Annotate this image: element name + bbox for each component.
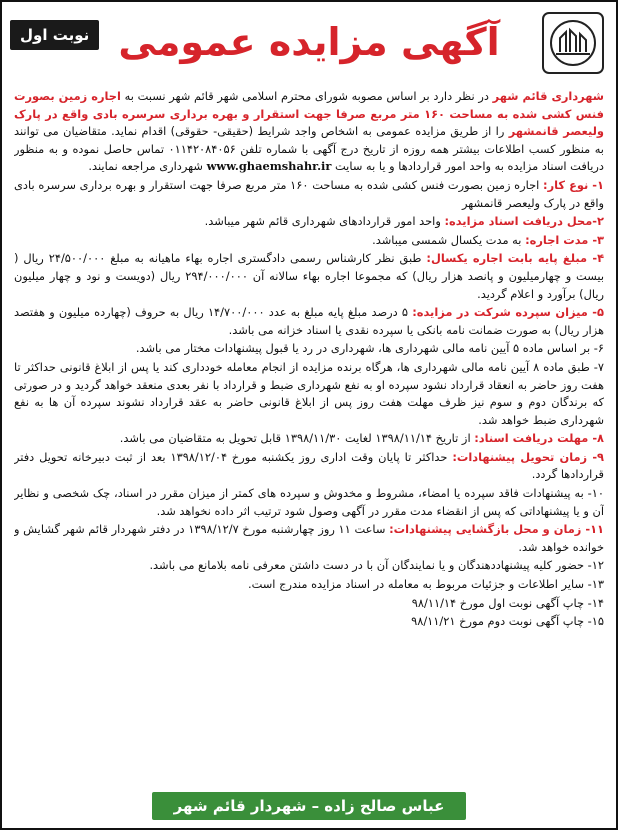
list-item [14, 304, 604, 339]
intro-paragraph [14, 88, 604, 176]
item-label: ۳- مدت اجاره: [525, 232, 604, 247]
item-text: ۵ درصد مبلغ پایه مبلغ به عدد ۱۴/۷۰۰/۰۰۰ ریال به حروف (چهارده میلیون و هفتصد هزار ریال) به صورت ضمانت نامه بانکی یا سپرده نقدی یا اسناد خزانه می باشد. [14, 305, 604, 337]
website-link[interactable]: www.ghaemshahr.ir [206, 159, 332, 174]
items-list [14, 177, 604, 631]
municipality-logo-icon [542, 12, 604, 74]
item-text: به مدت یکسال شمسی میباشد. [372, 232, 526, 247]
item-text: از تاریخ ۱۳۹۸/۱۱/۱۴ لغایت ۱۳۹۸/۱۱/۳۰ قابل تحویل به متقاضیان می باشد. [119, 431, 475, 446]
list-item [14, 521, 604, 556]
list-item [14, 449, 604, 484]
list-item [14, 232, 604, 250]
intro-text-1: در نظر دارد بر اساس مصوبه شورای محترم اسلامی شهر قائم شهر نسبت به [120, 89, 493, 103]
signature-bar: عباس صالح زاده – شهردار قائم شهر [152, 792, 466, 820]
item-text: ۱۴- چاپ آگهی نوبت اول مورخ ۹۸/۱۱/۱۴ [411, 595, 604, 610]
list-item [14, 340, 604, 358]
org-name: شهرداری قائم شهر [492, 89, 604, 103]
item-text: واحد امور قراردادهای شهرداری قائم شهر میباشد. [204, 214, 445, 229]
item-label: ۲-محل دریافت اسناد مزایده: [444, 214, 604, 229]
item-label: ۸- مهلت دریافت اسناد: [474, 431, 604, 446]
item-label: ۴- مبلغ پایه بابت اجاره یکسال: [426, 251, 604, 266]
item-label: ۱- نوع کار: [543, 177, 604, 192]
list-item [14, 595, 604, 613]
item-label: ۹- زمان تحویل پیشنهادات: [452, 449, 604, 464]
list-item [14, 213, 604, 231]
intro-text-2: را از طریق مزایده عمومی به اشخاص واجد شرایط (حقیقی- حقوقی) اقدام نماید. متقاضیان می توانند به منظور کسب اطلاعات بیشتر همه روزه از تاریخ درج آگهی با شماره تلفن ۰۱۱۴۲۰۸۴۰۵۶ تماس حاصل نموده و به منظور دریافت اسناد مزایده به واحد امور قراردادها و یا به سایت [14, 124, 604, 174]
item-text: ۱۵- چاپ آگهی نوبت دوم مورخ ۹۸/۱۱/۲۱ [411, 614, 604, 629]
list-item [14, 485, 604, 520]
list-item [14, 359, 604, 429]
item-text: ۱۳- سایر اطلاعات و جزئیات مربوط به معامله در اسناد مزایده مندرج است. [247, 577, 604, 592]
round-badge: نوبت اول [10, 20, 99, 50]
item-text: ۶- بر اساس ماده ۵ آیین نامه مالی شهرداری ها، شهرداری در رد یا قبول پیشنهادات مختار می باشد. [135, 341, 604, 356]
header [10, 10, 608, 82]
item-text: ۷- طبق ماده ۸ آیین نامه مالی شهرداری ها، هرگاه برنده مزایده از انجام معامله خودداری کند یا پس از ابلاغ قانونی حداکثر تا هفت روز حاضر به انعقاد قرارداد نشود سپرده او به نفع شهرداری ضبط و قرارداد با نفر بعدی منعقد خواهد گردید و در صورتی که برندگان دوم و سوم نیز ظرف مهلت هفت روز پس از ابلاغ قانونی حاضر به عقد قرارداد نشوند سپرده آن ها به نفع شهرداری ضبط خواهد شد. [14, 359, 604, 427]
list-item [14, 430, 604, 448]
item-text: ساعت ۱۱ روز چهارشنبه مورخ ۱۳۹۸/۱۲/۷ در دفتر شهردار قائم شهر گشایش و خوانده خواهد شد. [14, 522, 604, 554]
item-text: ۱۲- حضور کلیه پیشنهاددهندگان و یا نمایندگان آن با در دست داشتن معرفی نامه بلامانع می باشد. [149, 558, 604, 573]
list-item [14, 613, 604, 631]
item-text: اجاره زمین بصورت فنس کشی شده به مساحت ۱۶۰ متر مربع صرفا جهت استقرار و بهره برداری سرسره بادی واقع در پارک ولیعصر قانمشهر [14, 177, 604, 210]
item-text: حداکثر تا پایان وقت اداری روز یکشنبه مورخ ۱۳۹۸/۱۲/۰۴ بعد از ثبت دبیرخانه تحویل دفتر قراردادها گردد. [14, 449, 604, 482]
intro-subject: اجاره زمین بصورت فنس کشی شده به مساحت ۱۶۰ متر مربع صرفا جهت استقرار و بهره برداری سرسره بادی واقع در پارک ولیعصر قانمشهر [14, 89, 604, 139]
item-label: ۵- میزان سپرده شرکت در مزایده: [412, 305, 604, 320]
item-text: طبق نظر کارشناس رسمی دادگستری اجاره بهاء ماهیانه به مبلغ ۲۴/۵۰۰/۰۰۰ ریال ( بیست و چهارمیلیون و پانصد هزار ریال) که مجموعا اجاره بهاء سالانه آن ۲۹۴/۰۰۰/۰۰۰ ریال (دویست و نود و چهار میلیون ریال) برآورد و اعلام گردید. [14, 251, 604, 301]
item-label: ۱۱- زمان و محل بازگشایی پیشنهادات: [389, 522, 604, 537]
item-text: ۱۰- به پیشنهادات فاقد سپرده یا امضاء، مشروط و مخدوش و سپرده های کمتر از میزان مقرر در اسناد، چک شخصی و نظایر آن و یا پیشنهاداتی که پس از انقضاء مدت مقرر در آگهی وصول شود ترتیب اثر داده نخواهد شد. [14, 486, 604, 518]
intro-text-3: شهرداری مراجعه نمایند. [88, 159, 207, 174]
list-item [14, 177, 604, 212]
list-item [14, 576, 604, 594]
page-title: آگهی مزایده عمومی [118, 20, 500, 64]
announcement-body [14, 88, 604, 782]
list-item [14, 557, 604, 575]
list-item [14, 250, 604, 303]
